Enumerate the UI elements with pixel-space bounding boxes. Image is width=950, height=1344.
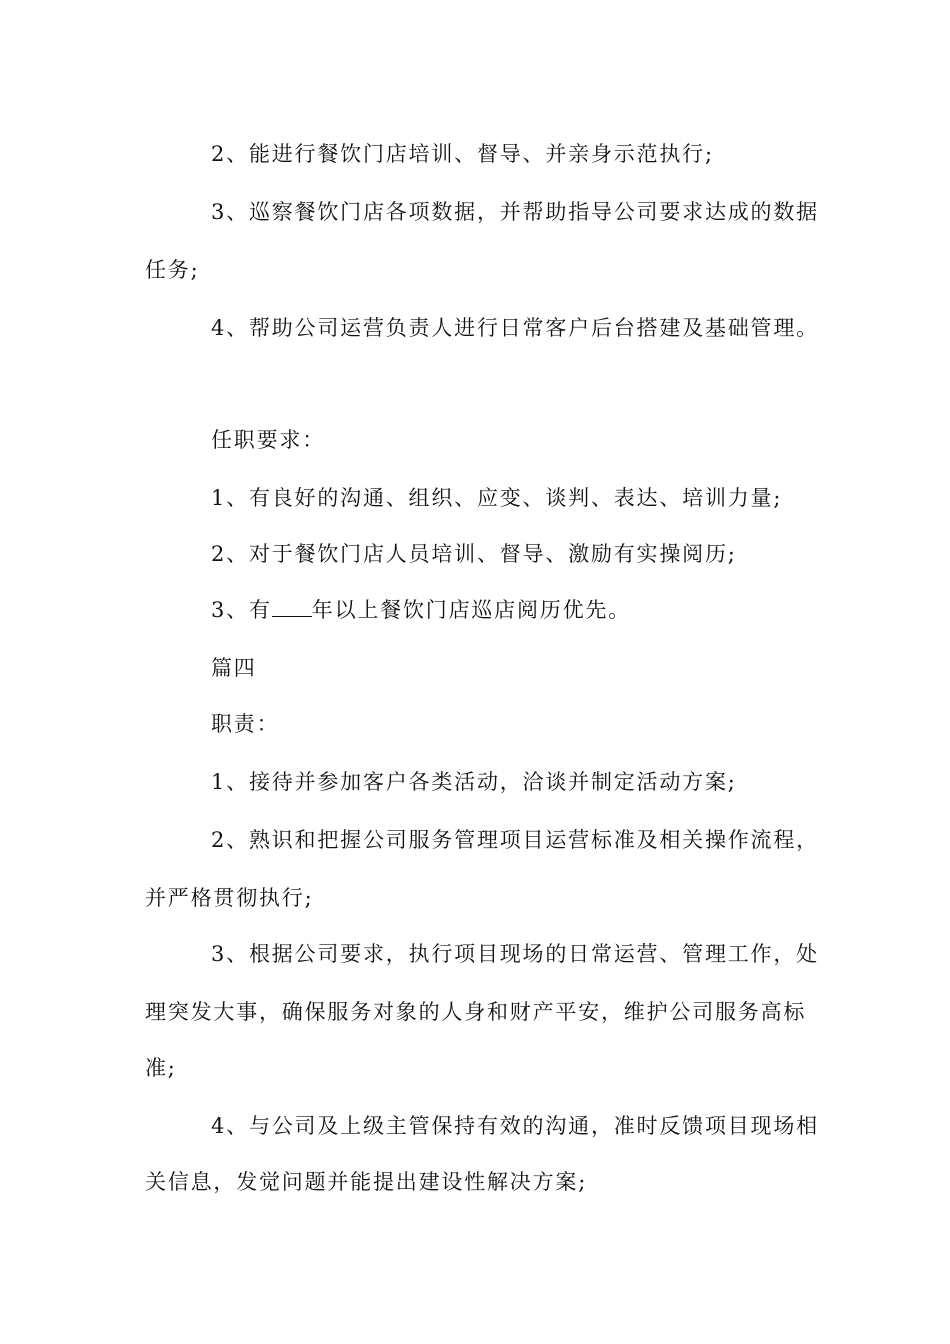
paragraph-line: [211, 594, 811, 624]
section-heading: 篇四: [211, 656, 257, 680]
paragraph-line: 2、熟识和把握公司服务管理项目运营标准及相关操作流程，: [211, 828, 819, 852]
paragraph-line: 1、有良好的沟通、组织、应变、谈判、表达、培训力量;: [211, 486, 783, 510]
line-suffix: 年以上餐饮门店巡店阅历优先。: [311, 598, 631, 622]
paragraph-line: 关信息，发觉问题并能提出建设性解决方案;: [145, 1170, 588, 1194]
paragraph-line: 3、巡察餐饮门店各项数据，并帮助指导公司要求达成的数据: [211, 200, 819, 224]
paragraph-line: 并严格贯彻执行;: [145, 886, 314, 910]
paragraph-line: 4、与公司及上级主管保持有效的沟通，准时反馈项目现场相: [211, 1114, 819, 1138]
paragraph-line: 4、帮助公司运营负责人进行日常客户后台搭建及基础管理。: [211, 316, 819, 340]
paragraph-line: 准;: [145, 1056, 177, 1080]
paragraph-line: 任务;: [145, 258, 200, 282]
fill-in-blank: [272, 615, 312, 617]
paragraph-line: 理突发大事，确保服务对象的人身和财产平安，维护公司服务高标: [145, 1000, 807, 1024]
paragraph-line: 3、根据公司要求，执行项目现场的日常运营、管理工作，处: [211, 942, 819, 966]
section-heading: 职责：: [211, 712, 280, 736]
paragraph-line: 2、能进行餐饮门店培训、督导、并亲身示范执行;: [211, 142, 714, 166]
line-prefix: 3、有: [211, 598, 272, 622]
paragraph-line: 2、对于餐饮门店人员培训、督导、激励有实操阅历;: [211, 542, 737, 566]
section-heading: 任职要求：: [211, 428, 325, 452]
paragraph-line: 1、接待并参加客户各类活动，洽谈并制定活动方案;: [211, 770, 737, 794]
